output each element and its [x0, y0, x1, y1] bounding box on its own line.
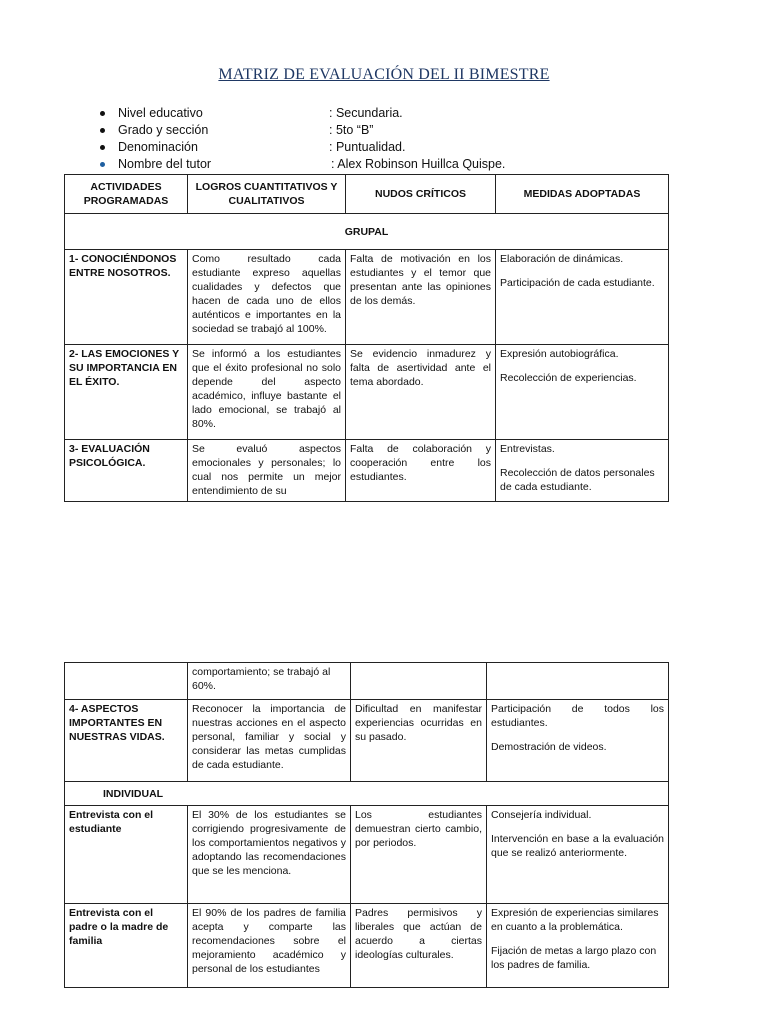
info-label: Nivel educativo	[118, 106, 203, 120]
group-row	[65, 782, 669, 806]
measure-item: Fijación de metas a largo plazo con los padres de familia.	[491, 945, 657, 971]
table-row	[65, 904, 669, 988]
measure-item: Expresión de experiencias similares en cuanto a la problemática.	[491, 907, 659, 933]
achievement-cell: Se informó a los estudiantes que el éxito profesional no solo depende del aspecto académico, influye bastante el lado emocional, se trabajó al 80%.	[188, 345, 346, 440]
bullet-icon	[100, 145, 105, 150]
achievement-cell: Reconocer la importancia de nuestras acciones en el aspecto personal, familiar y social y considerar las metas cumplidas de cada estudiante.	[188, 700, 351, 782]
header-achievements: LOGROS CUANTITATIVOS Y CUALITATIVOS	[188, 175, 346, 214]
table-row-continuation	[65, 663, 669, 700]
document-title: MATRIZ DE EVALUACIÓN DEL II BIMESTRE	[218, 66, 550, 83]
activity-cell: 1- CONOCIÉNDONOS ENTRE NOSOTROS.	[65, 250, 188, 345]
info-value: : 5to “B”	[329, 123, 374, 137]
achievement-cell: Como resultado cada estudiante expreso aquellas cualidades y defectos que hacen de cada uno de ellos auténticos e importantes en la sociedad se trabajó al 100%.	[188, 250, 346, 345]
activity-cell: 2- LAS EMOCIONES Y SU IMPORTANCIA EN EL ÉXITO.	[65, 345, 188, 440]
measure-item: Demostración de videos.	[491, 741, 607, 753]
header-critical-points: NUDOS CRÍTICOS	[346, 175, 496, 214]
header-activities: ACTIVIDADES PROGRAMADAS	[65, 175, 188, 214]
activity-cell: 4- ASPECTOS IMPORTANTES EN NUESTRAS VIDAS.	[65, 700, 188, 782]
critical-cell: Se evidencio inmadurez y falta de asertividad ante el tema abordado.	[346, 345, 496, 440]
table-row	[65, 345, 669, 440]
critical-cell: Dificultad en manifestar experiencias ocurridas en su pasado.	[351, 700, 487, 782]
table-row	[65, 700, 669, 782]
group-row	[65, 214, 669, 250]
info-value: : Secundaria.	[329, 106, 403, 120]
critical-cell: Falta de colaboración y cooperación entre los estudiantes.	[346, 440, 496, 502]
bullet-icon	[100, 162, 105, 167]
table-row	[65, 440, 669, 502]
critical-cell: Falta de motivación en los estudiantes y el temor que presentan ante las opiniones de los demás.	[346, 250, 496, 345]
group-label-grupal: GRUPAL	[65, 214, 669, 250]
achievement-cell: comportamiento; se trabajó al 60%.	[188, 663, 351, 700]
measures-cell	[487, 904, 669, 988]
achievement-cell: Se evaluó aspectos emocionales y personales; lo cual nos permite un mejor entendimiento de su	[188, 440, 346, 502]
activity-cell: Entrevista con el estudiante	[65, 806, 188, 904]
evaluation-table-part-2	[64, 662, 669, 988]
evaluation-table-part-1	[64, 174, 669, 502]
measure-item: Participación de cada estudiante.	[500, 277, 655, 289]
measure-item: Recolección de datos personales de cada estudiante.	[500, 467, 655, 493]
critical-cell: Los estudiantes demuestran cierto cambio, por periodos.	[351, 806, 487, 904]
info-label: Denominación	[118, 140, 198, 154]
measure-item: Recolección de experiencias.	[500, 372, 637, 384]
table-row	[65, 250, 669, 345]
measures-cell	[496, 250, 669, 345]
table-header-row	[65, 175, 669, 214]
measure-item: Entrevistas.	[500, 443, 555, 455]
group-label-individual: INDIVIDUAL	[65, 782, 669, 806]
measure-item: Intervención en base a la evaluación que se realizó anteriormente.	[491, 833, 664, 859]
critical-cell: Padres permisivos y liberales que actúan de acuerdo a ciertas ideologías culturales.	[351, 904, 487, 988]
measure-item: Elaboración de dinámicas.	[500, 253, 624, 265]
measures-cell	[487, 700, 669, 782]
measures-cell	[496, 440, 669, 502]
measure-item: Participación de todos los estudiantes.	[491, 703, 664, 729]
info-value: : Alex Robinson Huillca Quispe.	[331, 157, 506, 171]
bullet-icon	[100, 128, 105, 133]
activity-cell: Entrevista con el padre o la madre de familia	[65, 904, 188, 988]
info-value: : Puntualidad.	[329, 140, 406, 154]
info-label: Nombre del tutor	[118, 157, 212, 171]
activity-cell: 3- EVALUACIÓN PSICOLÓGICA.	[65, 440, 188, 502]
bullet-icon	[100, 111, 105, 116]
table-row	[65, 806, 669, 904]
info-label: Grado y sección	[118, 123, 209, 137]
measures-cell	[496, 345, 669, 440]
header-measures: MEDIDAS ADOPTADAS	[496, 175, 669, 214]
measures-cell	[487, 806, 669, 904]
measure-item: Consejería individual.	[491, 809, 592, 821]
achievement-cell: El 30% de los estudiantes se corrigiendo progresivamente de los comportamientos negativos y adoptando las recomendaciones que se les menciona.	[188, 806, 351, 904]
achievement-cell: El 90% de los padres de familia acepta y comparte las recomendaciones sobre el mejoramiento académico y personal de los estudiantes	[188, 904, 351, 988]
measure-item: Expresión autobiográfica.	[500, 348, 619, 360]
